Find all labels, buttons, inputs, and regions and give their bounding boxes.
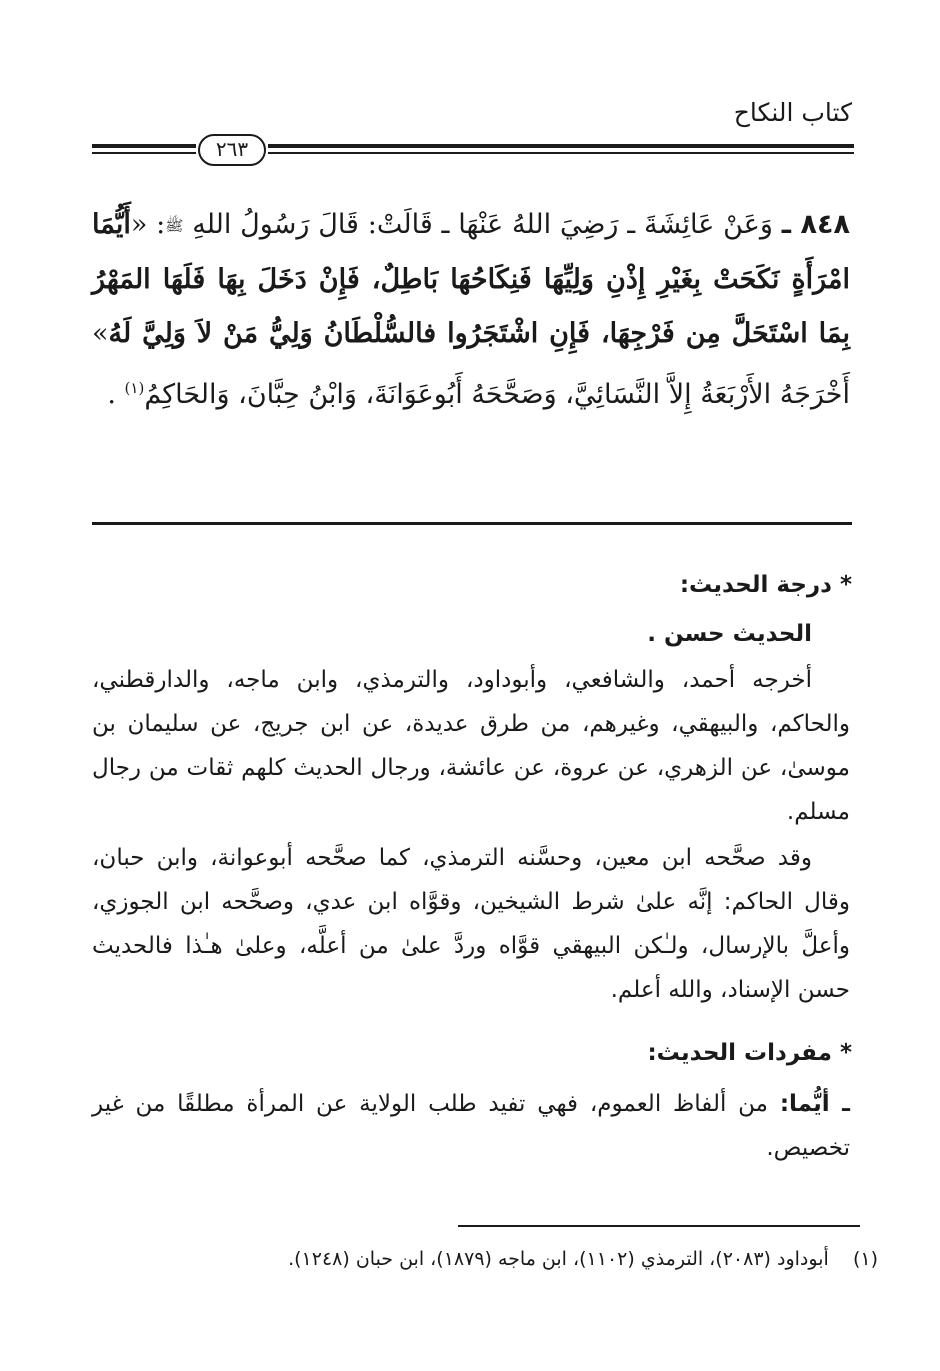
hadith-text: أَيُّمَا امْرَأَةٍ نَكَحَتْ بِغَيْرِ إِذْنِ وَلِيِّهَا فَنِكَاحُهَا بَاطِلٌ، فَإِنْ دَخَلَ بِهَا فَلَهَا المَهْرُ بِمَا اسْتَحَلَّ مِن فَرْجِهَا، فَإِنِ اشْتَجَرُوا فالسُّلْطَانُ وَلِيُّ مَنْ لاَ وَلِيَّ لَهُ (92, 209, 850, 349)
hadith-number: ٨٤٨ ـ (781, 209, 850, 240)
hadith-takhrij: أَخْرَجَهُ الأَرْبَعَةُ إِلاَّ النَّسَائِيَّ، وَصَحَّحَهُ أَبُوعَوَانَةَ، وَابْنُ حِبَّانَ، وَالحَاكِمُ (144, 378, 850, 410)
quote-open: : « (130, 209, 166, 240)
footnote-rule (458, 1225, 860, 1227)
grade-heading: * درجة الحديث: (679, 572, 852, 598)
hadith-intro: وَعَنْ عَائِشَةَ ـ رَضِيَ اللهُ عَنْهَا ـ قَالَتْ: قَالَ رَسُولُ اللهِ (192, 209, 773, 240)
header-rule-right-bottom (268, 152, 854, 154)
vocab-heading: * مفردات الحديث: (647, 1040, 852, 1066)
footnote (90, 1248, 878, 1270)
salawat-glyph: ﷺ (165, 216, 184, 235)
hadith-end: . (107, 378, 125, 410)
vocab-term: ـ أيُّما: (779, 1091, 850, 1117)
footnote-text: أبوداود (٢٠٨٣)، الترمذي (١١٠٢)، ابن ماجه (١٨٧٩)، ابن حبان (١٢٤٨). (288, 1248, 829, 1270)
footnote-ref: (١) (124, 378, 145, 397)
hadith-block (92, 198, 850, 422)
footnote-marker: (١) (852, 1248, 878, 1270)
header-rule-left-bottom (92, 152, 196, 154)
grade-verdict: الحديث حسن . (647, 621, 812, 647)
vocab-definition: من ألفاظ العموم، فهي تفيد طلب الولاية عن المرأة مطلقًا من غير تخصيص. (92, 1091, 850, 1161)
section-divider (92, 522, 852, 525)
header-rule-left-top (92, 144, 196, 148)
grade-paragraph-1: أخرجه أحمد، والشافعي، وأبوداود، والترمذي، وابن ماجه، والدارقطني، والحاكم، والبيهقي، وغيرهم، من طرق عديدة، عن ابن جريج، عن سليمان بن موسىٰ، عن الزهري، عن عروة، عن عائشة، ورجال الحديث كلهم ثقات من رجال مسلم. (92, 667, 850, 825)
header-rule-right-top (268, 144, 854, 148)
page-number: ٢٦٣ (198, 134, 266, 166)
grade-paragraph-2: وقد صحَّحه ابن معين، وحسَّنه الترمذي، كما صحَّحه أبوعوانة، وابن حبان، وقال الحاكم: إنَّه علىٰ شرط الشيخين، وقوَّاه ابن عدي، وصحَّحه ابن الجوزي، وأعلَّ بالإرسال، ولـٰكن البيهقي قوَّاه وردَّ علىٰ من أعلَّه، وعلىٰ هـٰذا فالحديث حسن الإسناد، والله أعلم. (92, 845, 850, 1003)
quote-close: » (92, 317, 109, 349)
vocab-entry (92, 1082, 850, 1170)
running-title: كتاب النكاح (733, 98, 852, 127)
